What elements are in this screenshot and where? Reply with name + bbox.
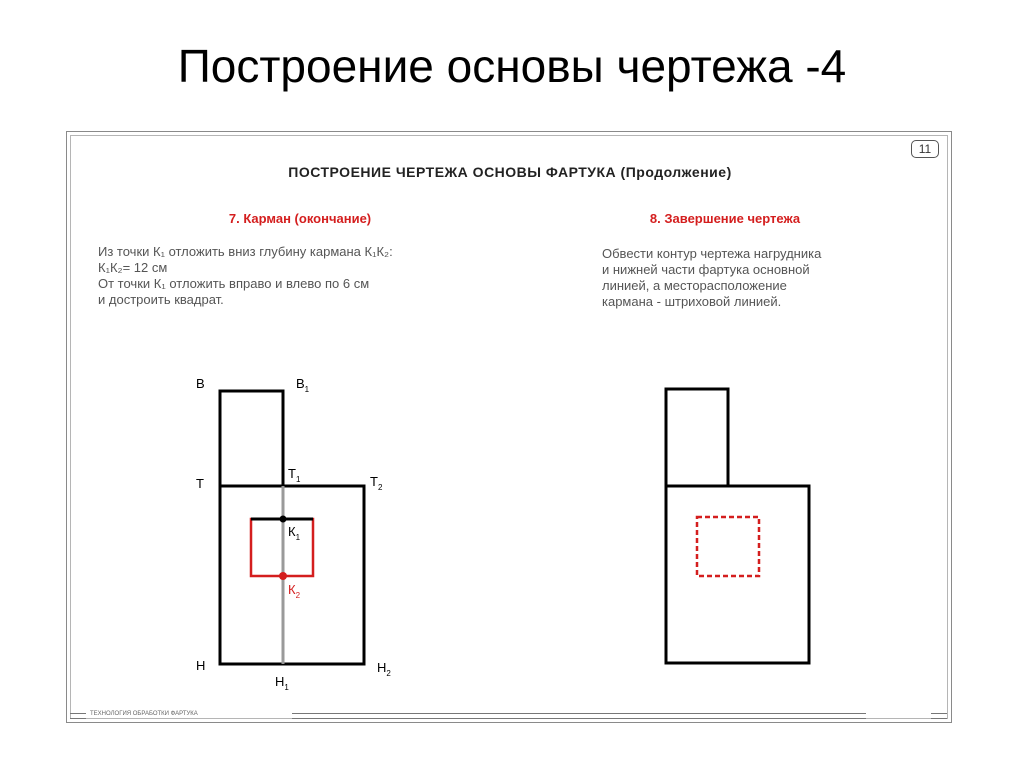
label-k2	[288, 582, 301, 600]
label-t2-main: Т	[370, 474, 378, 489]
pocket-dashed-outline	[697, 517, 759, 576]
label-t1-sub: 1	[295, 475, 301, 484]
section8-line: и нижней части фартука основной	[602, 262, 810, 277]
section7-title: 7. Карман (окончание)	[228, 211, 372, 226]
label-t2-sub: 2	[377, 483, 383, 492]
label-b1-sub: 1	[304, 385, 310, 394]
footer-rule-middle	[292, 713, 866, 719]
section7-line: Из точки К₁ отложить вниз глубину кармана К₁К₂:	[98, 244, 393, 259]
footer-rule-left	[70, 713, 86, 719]
label-h1-sub: 1	[284, 683, 289, 692]
label-b1-main: В	[296, 376, 305, 391]
label-h2-sub: 2	[386, 669, 391, 678]
label-k2-sub: 2	[295, 591, 301, 600]
footer-rule-right	[931, 713, 947, 719]
label-b1	[296, 376, 310, 394]
label-t: Т	[196, 476, 204, 491]
footer-caption-left: ТЕХНОЛОГИЯ ОБРАБОТКИ ФАРТУКА	[90, 711, 198, 717]
slide-title: Построение основы чертежа -4	[177, 40, 847, 92]
label-h1-main: Н	[275, 674, 285, 689]
page-number-badge: 11	[911, 140, 939, 158]
label-t1	[288, 466, 301, 484]
label-t1-main: Т	[288, 466, 296, 481]
label-h2	[377, 660, 391, 678]
section8-line: Обвести контур чертежа нагрудника	[602, 246, 822, 261]
section8-title: 8. Завершение чертежа	[649, 211, 801, 226]
label-b: В	[196, 376, 205, 391]
section8-line: линией, а месторасположение	[602, 278, 787, 293]
sheet-heading: ПОСТРОЕНИЕ ЧЕРТЕЖА ОСНОВЫ ФАРТУКА (Продолжение)	[288, 164, 732, 180]
lower-part-outline-right	[666, 486, 809, 663]
point-k1-dot	[280, 516, 287, 523]
label-h1	[275, 674, 289, 692]
label-t2	[370, 474, 383, 492]
label-k2-main: К	[288, 582, 296, 597]
point-k2-dot	[279, 572, 287, 580]
section7-line: К₁К₂= 12 см	[98, 260, 168, 275]
label-h2-main: Н	[377, 660, 387, 675]
label-h: Н	[196, 658, 206, 673]
bib-outline-left	[220, 391, 283, 486]
label-k1-main: К	[288, 524, 296, 539]
section7-line: От точки К₁ отложить вправо и влево по 6 см	[98, 276, 370, 291]
label-k1-sub: 1	[295, 533, 301, 542]
section7-line: и достроить квадрат.	[98, 292, 224, 307]
section8-line: кармана - штриховой линией.	[602, 294, 782, 309]
bib-outline-right	[666, 389, 728, 486]
label-k1	[288, 524, 301, 542]
